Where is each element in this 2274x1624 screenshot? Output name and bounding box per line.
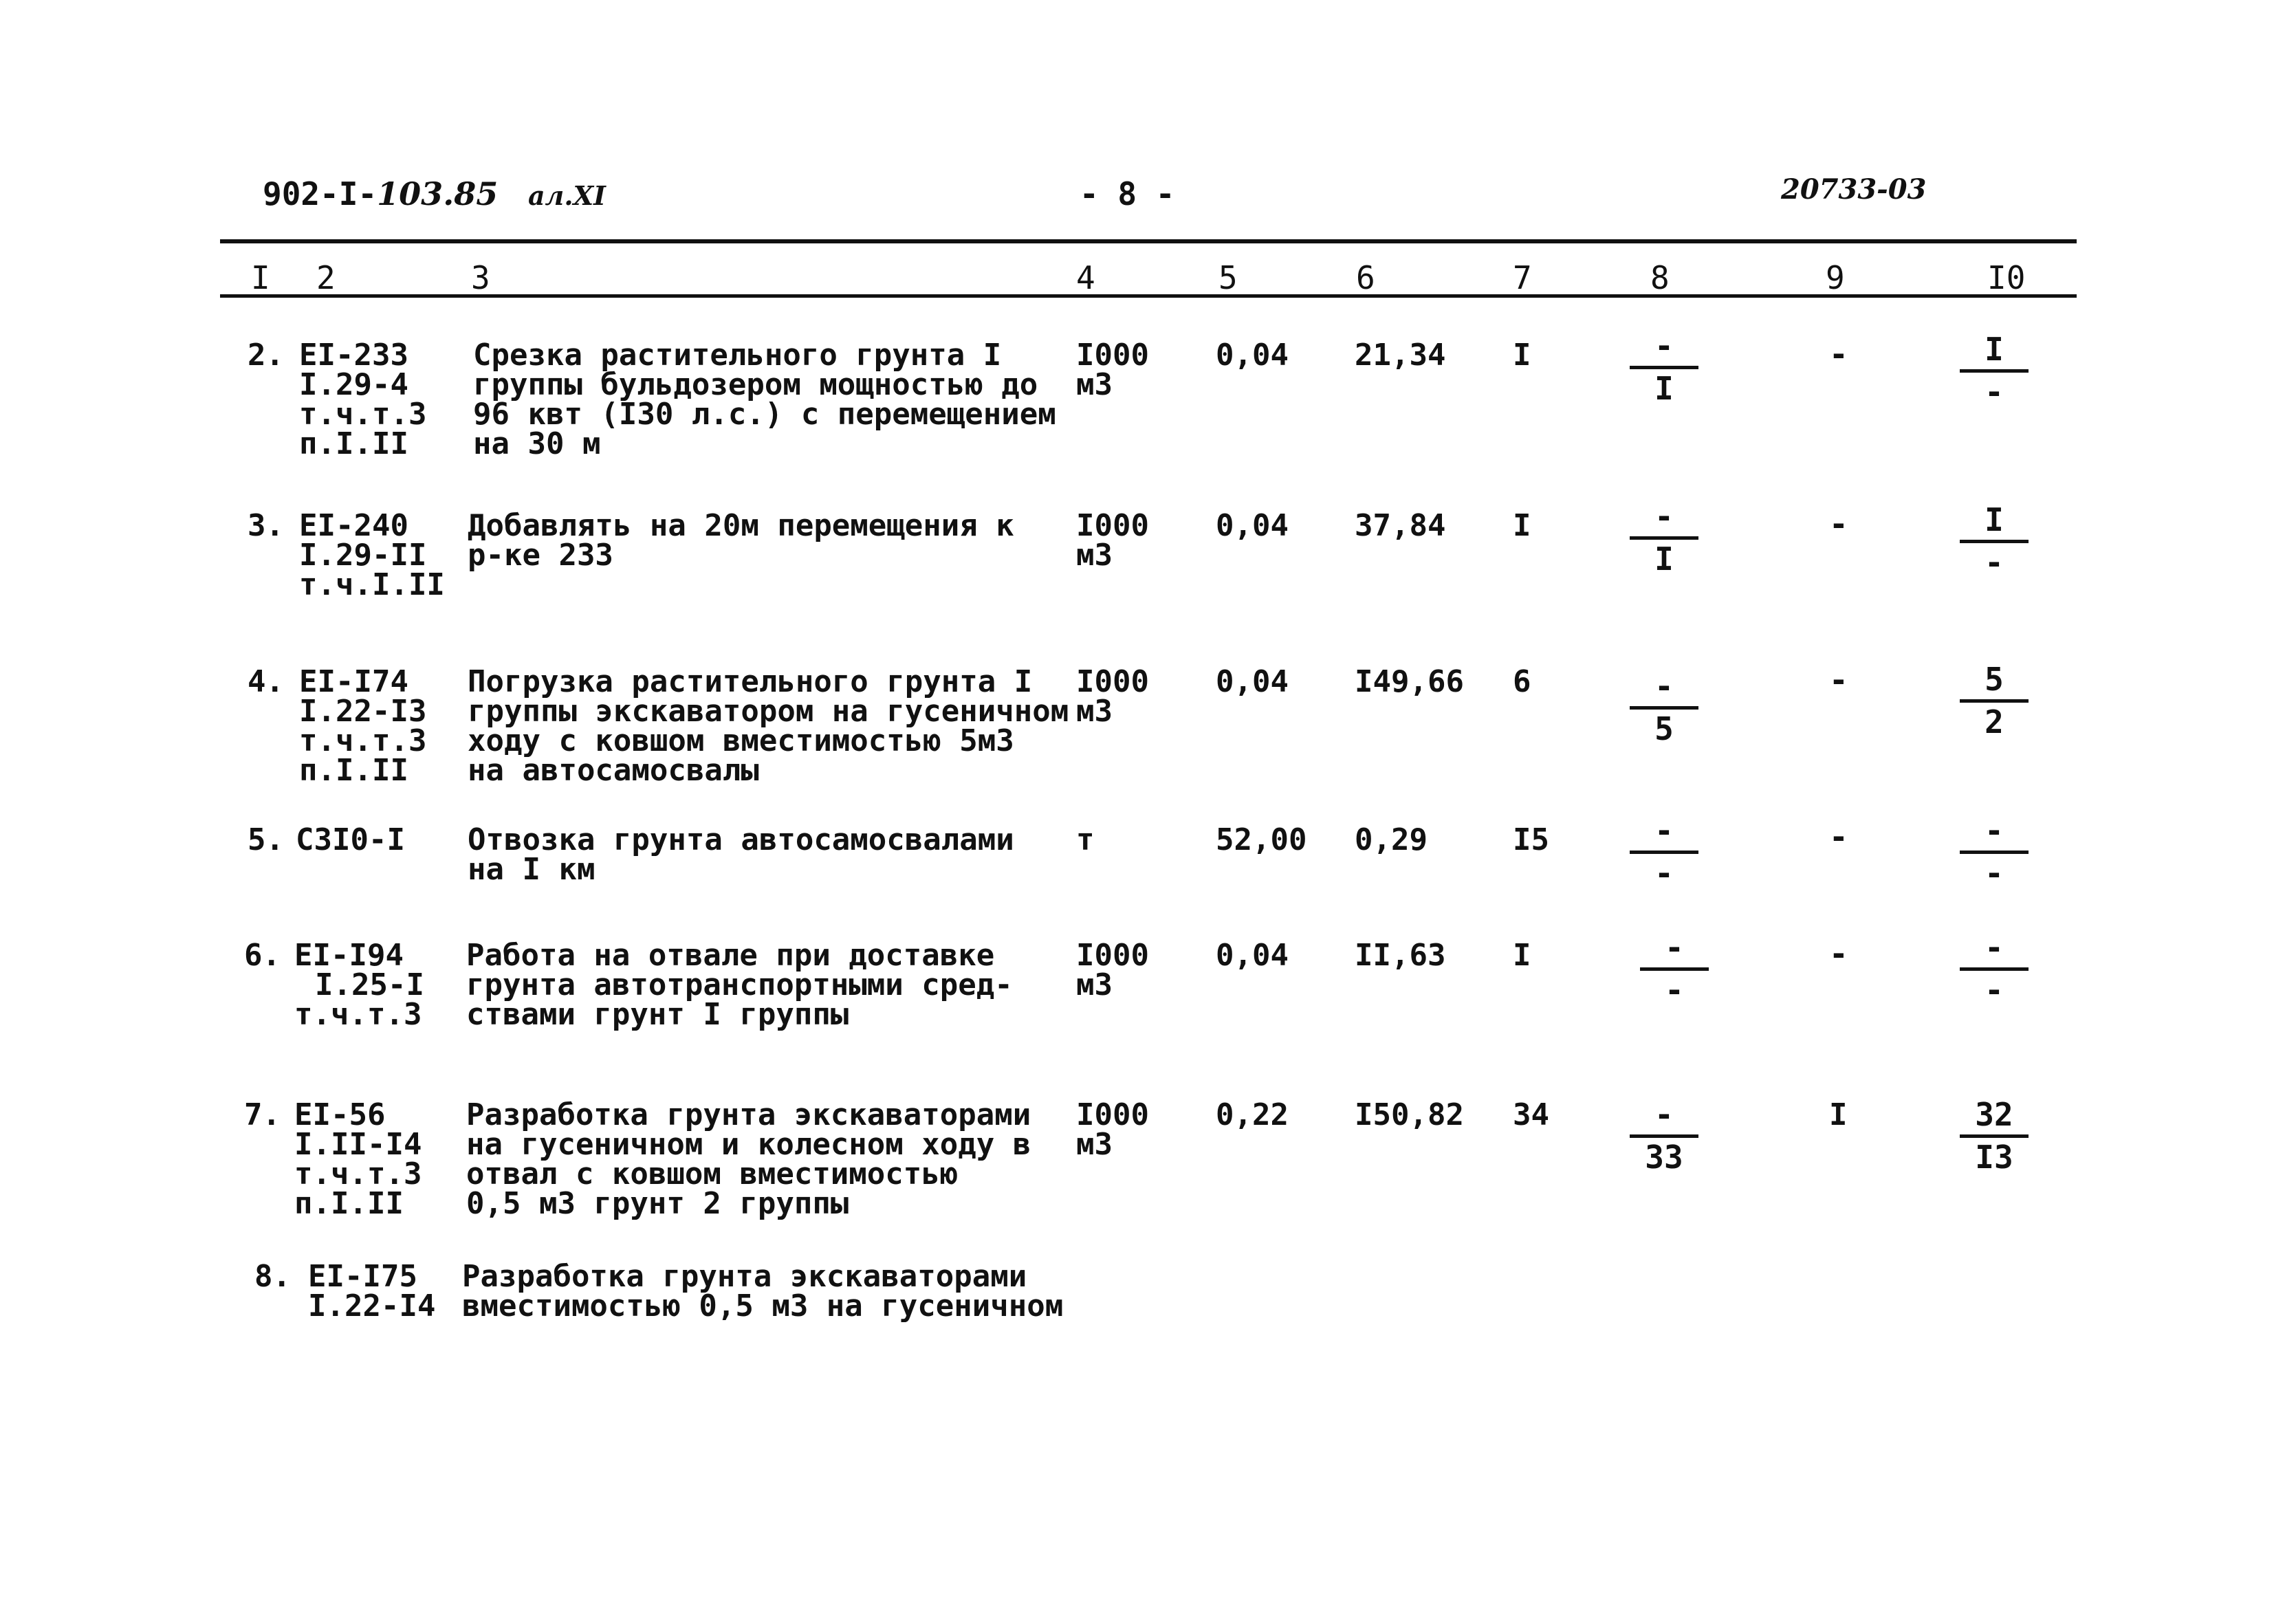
- row-col8-fraction: - -: [1633, 932, 1716, 1035]
- row-unit: I000 м3: [1076, 664, 1149, 729]
- row-quantity: 0,22: [1216, 1097, 1289, 1132]
- row-price: 37,84: [1355, 508, 1446, 543]
- row-col8-fraction: - I: [1623, 501, 1705, 604]
- row-col8-fraction: - 33: [1623, 1099, 1705, 1202]
- row-number: 2.: [248, 338, 284, 373]
- row-quantity: 0,04: [1216, 664, 1289, 699]
- column-number-6: 6: [1356, 259, 1375, 296]
- row-number: 4.: [248, 664, 284, 699]
- row-number: 8.: [254, 1259, 291, 1294]
- column-number-8: 8: [1650, 259, 1670, 296]
- row-col9: I: [1829, 1097, 1848, 1132]
- row-description: Разработка грунта экскаваторами на гусеничном и колесном ходу в отвал с ковшом вместимостью 0,5 м3 грунт 2 группы: [466, 1097, 1031, 1221]
- row-price: II,63: [1355, 938, 1446, 973]
- row-price: 0,29: [1355, 822, 1428, 857]
- row-number: 3.: [248, 508, 284, 543]
- column-number-9: 9: [1826, 259, 1845, 296]
- album-number: ал.XI: [527, 180, 606, 211]
- row-number: 6.: [244, 938, 281, 973]
- row-col7: I5: [1513, 822, 1549, 857]
- row-description: Работа на отвале при доставке грунта автотранспортными сред- ствами грунт I группы: [466, 938, 1013, 1032]
- row-col8-fraction: - -: [1623, 815, 1705, 918]
- row-quantity: 0,04: [1216, 338, 1289, 373]
- row-unit: т: [1076, 822, 1095, 857]
- row-description: Срезка растительного грунта I группы бульдозером мощностью до 96 квт (I30 л.с.) с перемещением на 30 м: [473, 338, 1056, 461]
- row-quantity: 0,04: [1216, 508, 1289, 543]
- document-code: [263, 175, 606, 212]
- column-number-3: 3: [471, 259, 490, 296]
- row-col10-fraction: 32 I3: [1953, 1099, 2035, 1202]
- row-code: EI-I75 I.22-I4: [308, 1259, 436, 1324]
- row-col10-fraction: - -: [1953, 932, 2035, 1035]
- row-code: EI-240 I.29-II т.ч.I.II: [299, 508, 445, 602]
- row-col10-fraction: I -: [1953, 504, 2035, 607]
- column-number-7: 7: [1513, 259, 1532, 296]
- row-quantity: 0,04: [1216, 938, 1289, 973]
- document-code-handwritten: 103.85: [377, 175, 499, 212]
- row-col7: I: [1513, 508, 1531, 543]
- row-col9: -: [1829, 505, 1848, 542]
- row-number: 5.: [248, 822, 284, 857]
- row-col7: 34: [1513, 1097, 1549, 1132]
- row-col8-fraction: - 5: [1623, 670, 1705, 773]
- row-number: 7.: [244, 1097, 281, 1132]
- row-code: EI-I74 I.22-I3 т.ч.т.3 п.I.II: [299, 664, 427, 788]
- page-number: - 8 -: [1080, 175, 1175, 212]
- inventory-number: 20733-03: [1781, 173, 1927, 206]
- row-col9: -: [1829, 818, 1848, 855]
- row-col7: I: [1513, 338, 1531, 373]
- row-col9: -: [1829, 935, 1848, 972]
- row-code: EI-233 I.29-4 т.ч.т.3 п.I.II: [299, 338, 427, 461]
- row-code: С3I0-I: [296, 822, 405, 857]
- row-unit: I000 м3: [1076, 938, 1149, 1002]
- row-description: Отвозка грунта автосамосвалами на I км: [468, 822, 1014, 887]
- row-unit: I000 м3: [1076, 1097, 1149, 1162]
- row-description: Погрузка растительного грунта I группы экскаватором на гусеничном ходу с ковшом вместимостью 5м3 на автосамосвалы: [468, 664, 1069, 788]
- top-rule: [220, 239, 2077, 243]
- document-code-typed: 902-I-: [263, 175, 378, 212]
- row-col10-fraction: I -: [1953, 333, 2035, 437]
- column-header-rule: [220, 294, 2077, 298]
- row-col7: 6: [1513, 664, 1531, 699]
- row-price: I49,66: [1355, 664, 1464, 699]
- row-description: Разработка грунта экскаваторами вместимостью 0,5 м3 на гусеничном: [462, 1259, 1064, 1324]
- row-code: EI-I94 I.25-I т.ч.т.3: [294, 938, 424, 1032]
- row-quantity: 52,00: [1216, 822, 1307, 857]
- row-price: 21,34: [1355, 338, 1446, 373]
- row-unit: I000 м3: [1076, 508, 1149, 573]
- row-col10-fraction: - -: [1953, 815, 2035, 918]
- row-code: EI-56 I.II-I4 т.ч.т.3 п.I.II: [294, 1097, 422, 1221]
- row-unit: I000 м3: [1076, 338, 1149, 402]
- row-price: I50,82: [1355, 1097, 1464, 1132]
- column-number-5: 5: [1218, 259, 1238, 296]
- column-number-4: 4: [1076, 259, 1095, 296]
- column-number-10: I0: [1987, 259, 2026, 296]
- row-col7: I: [1513, 938, 1531, 973]
- column-number-2: 2: [316, 259, 336, 296]
- row-col9: -: [1829, 336, 1848, 373]
- column-number-1: I: [251, 259, 270, 296]
- row-col10-fraction: 5 2: [1953, 663, 2035, 767]
- row-col8-fraction: - I: [1623, 330, 1705, 433]
- row-description: Добавлять на 20м перемещения к р-ке 233: [468, 508, 1014, 573]
- row-col9: -: [1829, 661, 1848, 699]
